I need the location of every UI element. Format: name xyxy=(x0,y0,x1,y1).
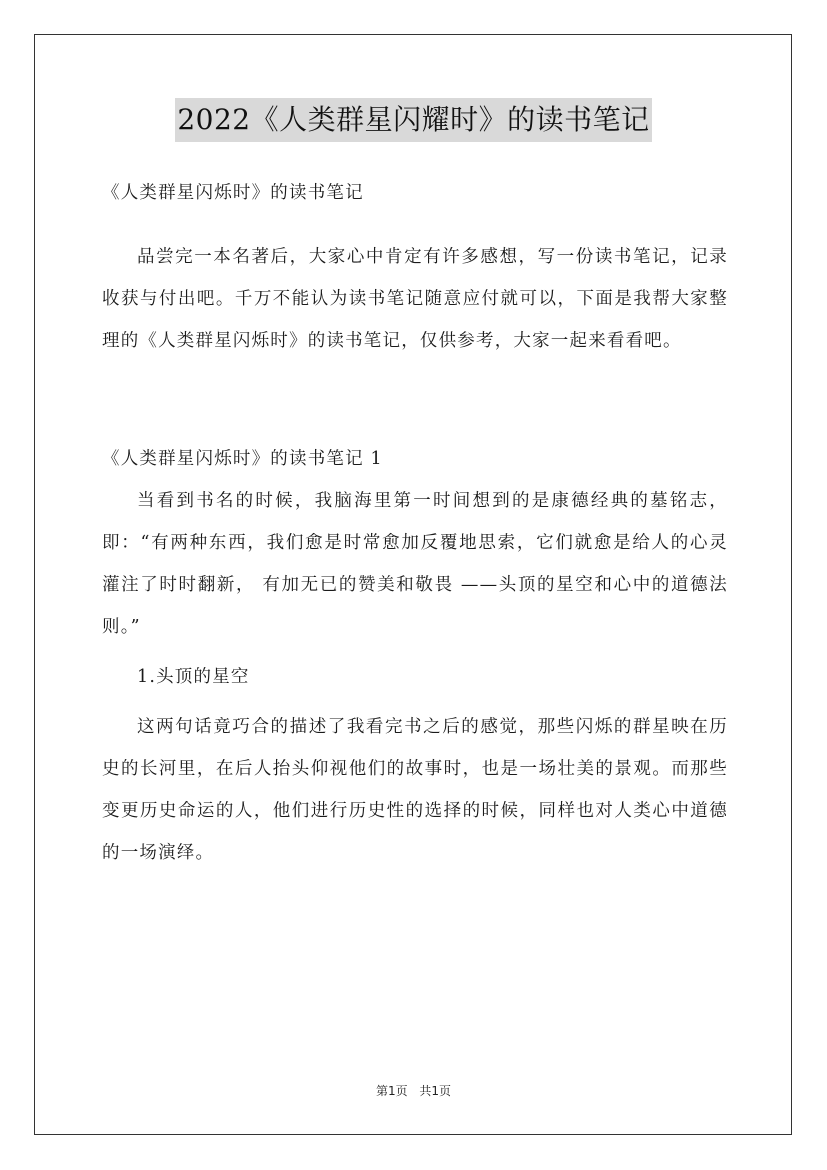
document-subtitle: 《人类群星闪烁时》的读书笔记 xyxy=(102,183,364,203)
document-body xyxy=(102,172,728,874)
spacer xyxy=(102,648,728,656)
title-container xyxy=(0,98,827,142)
section-heading: 《人类群星闪烁时》的读书笔记 1 xyxy=(102,449,383,469)
document-title: 2022《人类群星闪耀时》的读书笔记 xyxy=(175,98,651,142)
spacer xyxy=(102,362,728,438)
body-paragraph-2: 这两句话竟巧合的描述了我看完书之后的感觉，那些闪烁的群星映在历史的长河里，在后人抬头仰视他们的故事时，也是一场壮美的景观。而那些变更历史命运的人，他们进行历史性的选择的时候，同样也对人类心中道德的一场演绎。 xyxy=(102,717,728,863)
page-footer xyxy=(0,1082,827,1099)
spacer xyxy=(102,698,728,706)
intro-paragraph: 品尝完一本名著后，大家心中肯定有许多感想，写一份读书笔记，记录收获与付出吧。千万不能认为读书笔记随意应付就可以，下面是我帮大家整理的《人类群星闪烁时》的读书笔记，仅供参考，大家一起来看看吧。 xyxy=(102,247,728,351)
subheading-1: 1.头顶的星空 xyxy=(137,667,250,687)
page-number: 第1页 xyxy=(375,1084,408,1098)
page-total: 共1页 xyxy=(419,1084,452,1098)
spacer xyxy=(102,214,728,236)
body-paragraph-1: 当看到书名的时候，我脑海里第一时间想到的是康德经典的墓铭志，即：“有两种东西，我们愈是时常愈加反覆地思索，它们就愈是给人的心灵灌注了时时翻新， 有加无已的赞美和敬畏 ——头顶的星空和心中的道德法则。” xyxy=(102,491,728,637)
